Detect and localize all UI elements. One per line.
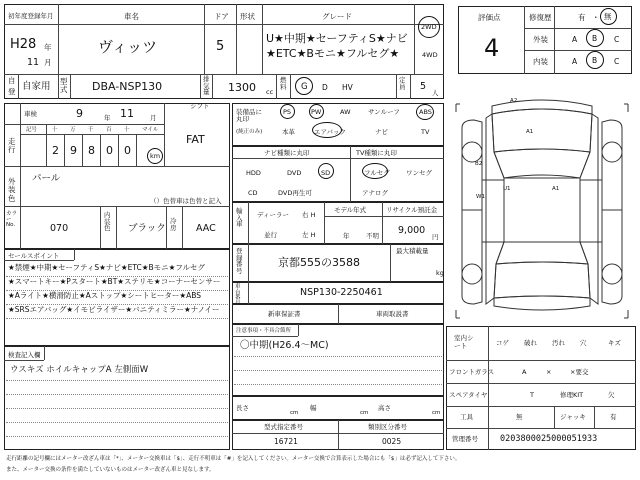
import-left: 左 H — [302, 231, 316, 239]
inspect-month-unit: 月 — [150, 114, 157, 122]
spare-none: 欠 — [608, 391, 615, 399]
import-label: 輸入車 — [236, 207, 243, 228]
chassis-value: NSP130-2250461 — [300, 287, 383, 298]
len-unit: cm — [290, 410, 299, 416]
type-no-value: 16721 — [274, 437, 298, 446]
odo-record-label: 記号 — [26, 127, 38, 133]
score-label: 評価点 — [478, 13, 501, 22]
disp-unit: cc — [266, 88, 274, 96]
glass-x-replace: ×要交 — [570, 368, 589, 376]
odo-unit: 十 — [124, 127, 130, 133]
odo-unit: マイル — [142, 127, 159, 133]
fuel-label: 燃料 — [280, 76, 287, 91]
color-no-label: カラーNo. — [6, 211, 18, 228]
width-unit: cm — [360, 410, 369, 416]
warranty-label: 新車保証書 — [268, 310, 301, 318]
equip-sub: (純正のみ) — [236, 129, 263, 135]
tools-label: 工具 — [460, 413, 473, 421]
diagram-mark-b2: B2 — [475, 161, 483, 167]
int-grade-c: C — [614, 57, 620, 66]
diagram-mark-a1-side: A1 — [552, 186, 560, 192]
cap-label: 定員 — [399, 76, 406, 91]
navi-dvd-play: DVD再生可 — [278, 189, 312, 197]
int-grade-b: B — [592, 56, 598, 65]
spare-t: T — [530, 391, 534, 399]
use-value: 自家用 — [22, 81, 51, 92]
sales-label: セールスポイント — [8, 252, 60, 260]
tv-oneseg: ワンセグ — [406, 169, 432, 177]
car-name: ヴィッツ — [98, 38, 158, 56]
color-note: （）色替車は色替と記入 — [150, 197, 222, 205]
doors-label: ドア — [214, 12, 229, 21]
shift-value: FAT — [186, 133, 205, 146]
import-right: 右 H — [302, 211, 316, 219]
inspect-month: 11 — [120, 107, 134, 120]
equip-airbag: エアバック — [314, 128, 346, 136]
grade-line1: U★中期★セーフティS★ナビ — [266, 32, 408, 45]
odo-unit: 十 — [52, 127, 58, 133]
max-load-unit: kg — [436, 269, 444, 277]
interior-item: コゲ — [496, 339, 509, 347]
repair-label: 修復歴 — [529, 13, 552, 22]
use-label1: 自 — [8, 76, 16, 85]
equip-navi: ナビ — [375, 128, 388, 136]
twowd-label: 2WD — [421, 23, 437, 31]
equip-pw: PW — [311, 108, 322, 116]
fuel-g: G — [301, 82, 308, 92]
grade-label: グレード — [322, 12, 352, 21]
odo-unit: 千 — [88, 127, 94, 133]
model-label: 型式 — [60, 77, 68, 94]
repair-yes: 有 — [578, 13, 586, 22]
navi-hdd: HDD — [246, 169, 261, 177]
odo-unit: 百 — [106, 127, 112, 133]
diagram-mark-u1: U1 — [503, 186, 511, 192]
glass-label: フロントガラス — [449, 368, 495, 376]
reg-label: 初年度登録年月 — [8, 12, 54, 20]
auction-notes-section — [232, 324, 444, 396]
import-parallel: 並行 — [264, 231, 277, 239]
repair-dot: ・ — [592, 13, 600, 22]
reg-month: 11 — [27, 57, 40, 68]
jack-label: ジャッキ — [560, 413, 586, 421]
glass-a: A — [522, 368, 527, 376]
int-color-value: ブラック — [128, 223, 166, 234]
spare-label: スペアタイヤ — [449, 391, 488, 399]
spare-kit: 修理KIT — [560, 391, 584, 399]
navi-sd: SD — [321, 169, 331, 177]
model-year-unit: 年 — [343, 232, 350, 240]
sales-point-line: ★Aライト★横滑防止★Aストップ★シートヒーター★ABS — [8, 291, 202, 300]
navi-cd: CD — [248, 189, 258, 197]
height-unit: cm — [432, 410, 441, 416]
import-dealer: ディーラー — [257, 211, 289, 219]
tv-label: TV種類に丸印 — [356, 149, 397, 157]
reg-era: H28 — [10, 37, 37, 52]
model-value: DBA-NSP130 — [92, 80, 163, 93]
disp-label: 排気量 — [203, 75, 210, 96]
manual-label: 車両取説書 — [376, 310, 409, 318]
equip-abs: ABS — [419, 108, 432, 116]
ext-grade-c: C — [614, 35, 620, 44]
inspect-label: 車検 — [24, 110, 37, 118]
doors-value: 5 — [216, 39, 225, 54]
equip-sunroof: サンルーフ — [368, 108, 400, 116]
disp-value: 1300 — [228, 81, 256, 94]
width-label: 幅 — [310, 404, 317, 412]
repair-no: 無 — [604, 12, 612, 21]
model-year-label: モデル年式 — [334, 206, 367, 214]
footer-line1: 走行距離の記号欄にはメーター改ざん車は「*」、メーター交換車は「$」、走行不明車は「#」を記入してください。メーター交換で合算表示した場合にも「$」は必ず記入して下さい。 — [6, 456, 461, 462]
footer-line2: また、メーター交換の条件を満たしていないものはメーター改ざん車と見なします。 — [6, 467, 215, 473]
recycle-unit: 円 — [432, 233, 439, 241]
odo-digit: 8 — [88, 144, 95, 157]
ac-label: 冷房 — [170, 217, 177, 232]
use-label2: 登 — [8, 87, 16, 96]
class-no-value: 0025 — [382, 437, 402, 446]
shape-label: 形状 — [240, 12, 255, 21]
sales-point-line: ★スマートキー★Pスタート★BT★ステリモ★コーナーセンサー — [8, 277, 221, 286]
interior-item: キズ — [608, 339, 621, 347]
inspect-year-unit: 年 — [104, 114, 111, 122]
interior-item: 破れ — [524, 339, 537, 347]
equip-leather: 本革 — [282, 128, 295, 136]
fourwd-label: 4WD — [422, 51, 438, 59]
odo-digit: 0 — [106, 144, 113, 157]
mgmt-label: 管理番号 — [452, 435, 478, 443]
recycle-label: リサイクル預託金 — [386, 206, 438, 214]
equip-aw: AW — [340, 108, 351, 116]
mgmt-value: 0203800025000051933 — [500, 434, 598, 444]
dimensions-section — [232, 396, 444, 420]
color-label: 外装色 — [8, 177, 16, 203]
car-damage-diagram — [452, 92, 636, 330]
reg-year-unit: 年 — [44, 43, 52, 52]
navi-label: ナビ種類に丸印 — [264, 149, 310, 157]
height-label: 高さ — [378, 404, 391, 412]
odo-km: km — [150, 152, 161, 160]
diagram-mark-a1-front: A1 — [526, 129, 534, 135]
ext-grade-a: A — [572, 35, 578, 44]
tv-fullseg: フルセグ — [364, 169, 390, 177]
interior-label: 室内シート — [454, 334, 474, 351]
reg-no-value: 京都555の3588 — [278, 256, 360, 269]
notes-section — [4, 346, 230, 450]
fuel-hv: HV — [342, 83, 353, 92]
sales-point-line: ★SRSエアバッグ★イモビライザー★バニティミラー★ナノイー — [8, 305, 220, 314]
max-load-label: 最大積載量 — [396, 247, 429, 255]
odo-digit: 2 — [52, 144, 59, 157]
ext-label: 外装 — [533, 35, 548, 44]
navi-dvd: DVD — [287, 169, 302, 177]
color-value: パール — [32, 173, 61, 184]
interior-item: 汚れ — [552, 339, 565, 347]
score-value: 4 — [484, 34, 500, 62]
odo-label: 走行 — [8, 137, 16, 154]
reg-no-label: 登録番号 — [236, 247, 243, 275]
notes-line: ウスキズ ホイルキャップA 左側面W — [10, 365, 149, 375]
tv-analog: アナログ — [362, 189, 388, 197]
name-label: 車名 — [124, 12, 139, 21]
ext-grade-b: B — [592, 34, 598, 43]
sales-point-line: ★禁煙★中期★セーフティS★ナビ★ETC★Bモニ★フルセグ — [8, 263, 206, 272]
odo-digit: 0 — [124, 144, 131, 157]
reg-month-unit: 月 — [44, 58, 52, 67]
equip-tv: TV — [421, 128, 430, 136]
equip-label: 装備品に丸印 — [236, 108, 262, 124]
recycle-value: 9,000 — [398, 225, 426, 236]
int-label: 内装 — [533, 57, 548, 66]
odo-unit: 万 — [70, 127, 76, 133]
int-color-label: 内装色 — [104, 211, 111, 232]
diagram-mark-a2: A2 — [510, 98, 518, 104]
odo-digit: 9 — [70, 144, 77, 157]
equip-ps: PS — [283, 108, 292, 116]
jack-value: 有 — [610, 413, 617, 421]
tools-value: 無 — [516, 413, 523, 421]
class-no-label: 類別区分番号 — [368, 423, 407, 431]
inspect-year: 9 — [76, 107, 83, 120]
diagram-mark-w1: W1 — [476, 194, 485, 200]
cap-unit: 人 — [432, 89, 439, 97]
fuel-d: D — [322, 83, 328, 92]
len-label: 長さ — [236, 404, 249, 412]
type-no-label: 型式指定番号 — [264, 423, 303, 431]
grade-line2: ★ETC★Bモニ★フルセグ★ — [266, 47, 400, 60]
shift-label: シフト — [190, 102, 210, 110]
ac-value: AAC — [196, 223, 216, 234]
chassis-label: 車台番 — [235, 284, 241, 301]
auction-label: 注意事項・不具合箇所 — [236, 328, 292, 334]
glass-x: × — [546, 368, 552, 376]
cap-value: 5 — [420, 81, 427, 92]
notes-label: 検査記入欄 — [8, 351, 41, 359]
color-no: 070 — [50, 223, 69, 234]
interior-item: 穴 — [580, 339, 587, 347]
model-year-unknown: 不明 — [366, 232, 379, 240]
auction-value: 〇中期(H26.4〜MC) — [240, 340, 329, 351]
int-grade-a: A — [572, 57, 578, 66]
